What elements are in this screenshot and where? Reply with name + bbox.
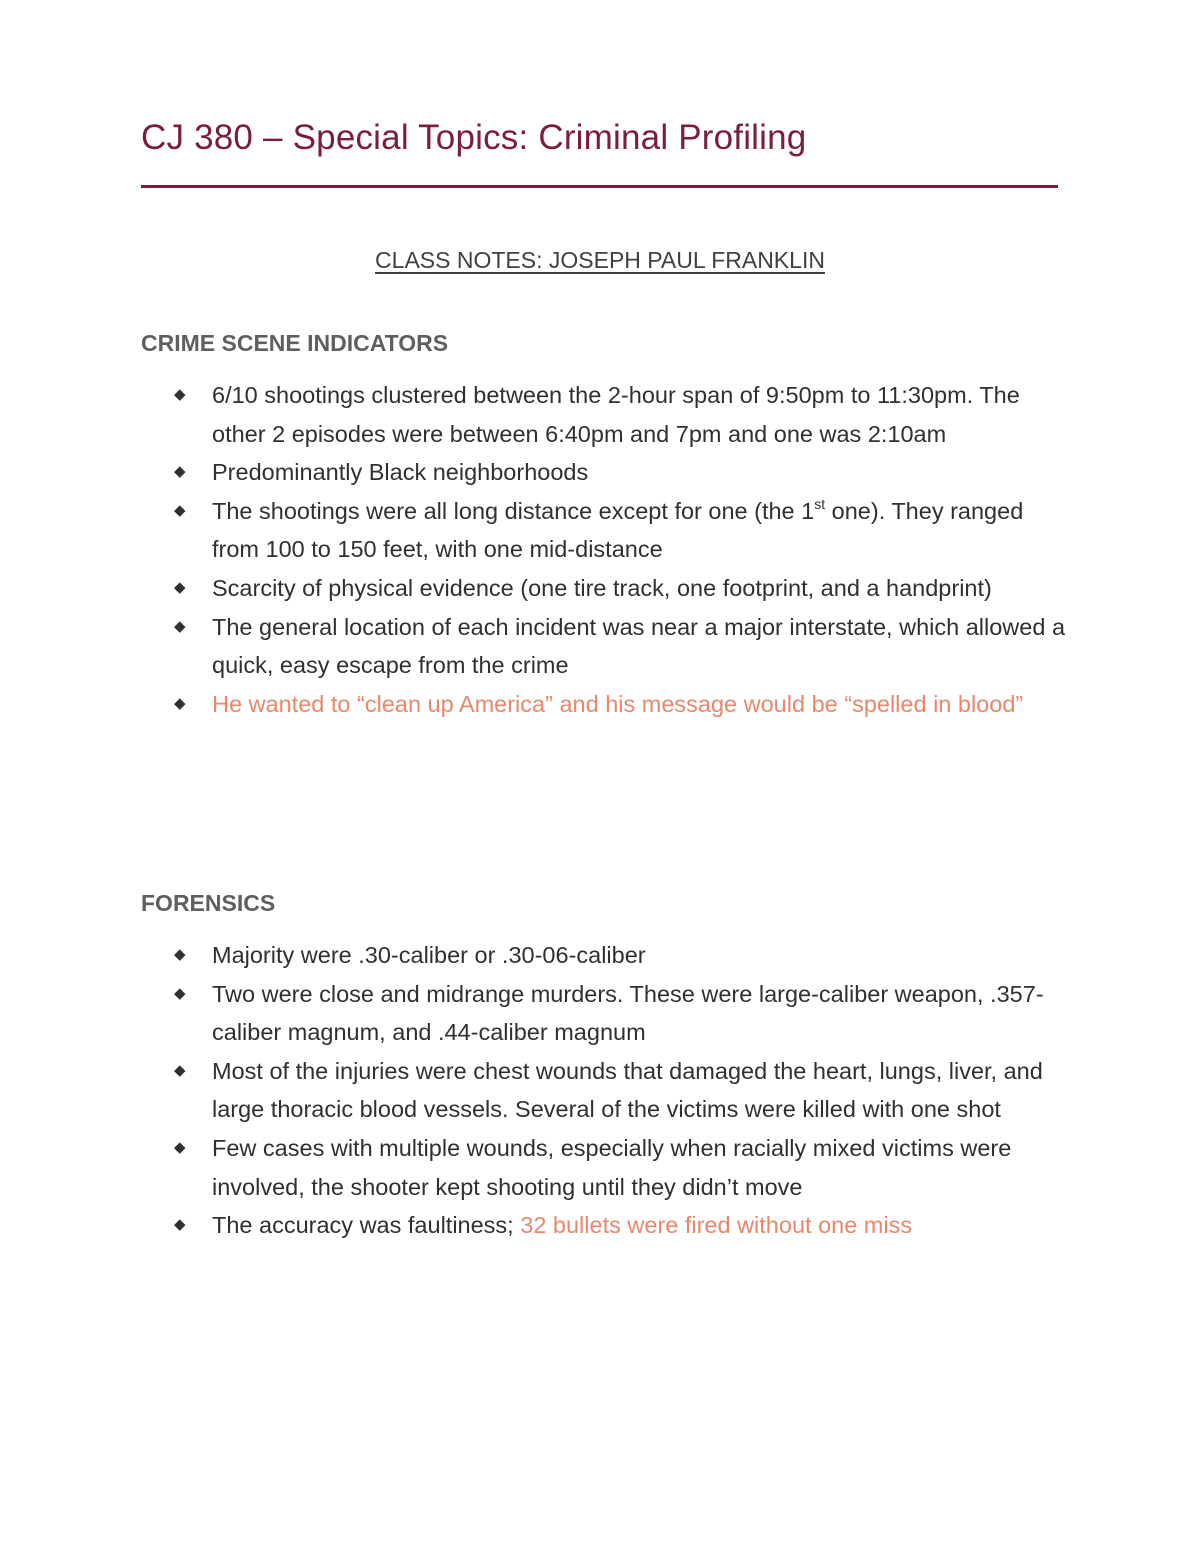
list-item-text: Two were close and midrange murders. These were large-caliber weapon, .357-caliber magnum, and .44-caliber magnum	[212, 980, 1044, 1046]
title-divider	[141, 185, 1058, 188]
list-item	[141, 492, 1071, 569]
document-title: CJ 380 – Special Topics: Criminal Profiling	[141, 118, 807, 157]
list-item	[141, 1052, 1071, 1129]
list-item	[141, 608, 1071, 685]
list-item-text: Few cases with multiple wounds, especially when racially mixed victims were involved, the shooter kept shooting until they didn’t move	[212, 1134, 1012, 1200]
bullet-icon: ◆	[174, 617, 186, 635]
bullet-icon: ◆	[174, 1061, 186, 1079]
bullet-icon: ◆	[174, 501, 186, 519]
bullet-icon: ◆	[174, 694, 186, 712]
list-item	[141, 569, 1071, 608]
bullet-icon: ◆	[174, 578, 186, 596]
superscript-ordinal: st	[814, 495, 826, 512]
list-item-text: Most of the injuries were chest wounds that damaged the heart, lungs, liver, and large thoracic blood vessels. Several of the victims were killed with one shot	[212, 1057, 1043, 1123]
list-item	[141, 376, 1071, 453]
list-item	[141, 975, 1071, 1052]
list-item-text: Majority were .30-caliber or .30-06-caliber	[212, 942, 646, 968]
list-item	[141, 1129, 1071, 1206]
crime-scene-heading: CRIME SCENE INDICATORS	[141, 330, 449, 356]
list-item-text: He wanted to “clean up America” and his message would be “spelled in blood”	[212, 690, 1024, 717]
list-item-text: Scarcity of physical evidence (one tire track, one footprint, and a handprint)	[212, 574, 992, 601]
list-item-text: The general location of each incident was near a major interstate, which allowed a quick, easy escape from the crime	[212, 613, 1066, 679]
bullet-icon: ◆	[174, 984, 186, 1002]
list-item-text: 6/10 shootings clustered between the 2-hour span of 9:50pm to 11:30pm. The other 2 episodes were between 6:40pm and 7pm and one was 2:10am	[212, 382, 1020, 447]
forensics-heading: FORENSICS	[141, 890, 276, 916]
list-item-text-before: The accuracy was faultiness;	[212, 1212, 521, 1239]
list-item	[141, 936, 1071, 975]
forensics-list	[141, 936, 1071, 1245]
bullet-icon: ◆	[174, 386, 186, 403]
list-item-text: Predominantly Black neighborhoods	[212, 459, 589, 486]
bullet-icon: ◆	[174, 946, 186, 963]
list-item	[141, 1206, 1071, 1245]
list-item-text-before: The shootings were all long distance except for one (the 1	[212, 497, 815, 524]
list-item-highlighted	[141, 685, 1071, 724]
list-item-text-after: one). They ranged from 100 to 150 feet, with one mid-distance	[212, 497, 1024, 563]
highlighted-text: 32 bullets were fired without one miss	[520, 1212, 913, 1239]
bullet-icon: ◆	[174, 1216, 186, 1234]
bullet-icon: ◆	[174, 463, 186, 481]
crime-scene-list	[141, 376, 1071, 723]
class-notes-subtitle: CLASS NOTES: JOSEPH PAUL FRANKLIN	[375, 247, 825, 273]
list-item	[141, 453, 1071, 492]
bullet-icon: ◆	[174, 1138, 186, 1156]
